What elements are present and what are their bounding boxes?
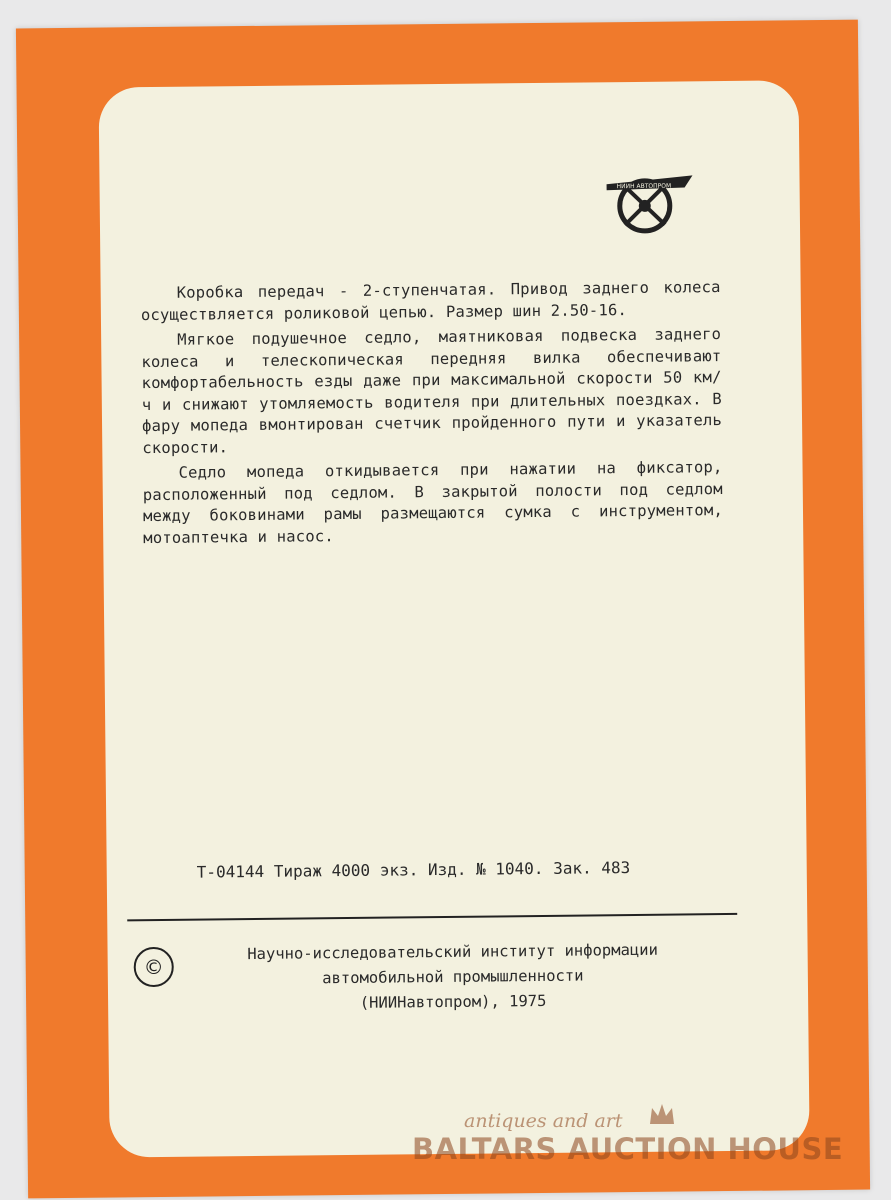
body-text	[141, 277, 724, 553]
publisher-line-2: автомобильной промышленности	[322, 966, 584, 988]
logo-text: НИИН АВТОПРОМ	[616, 182, 672, 191]
niinavtoprom-emblem-icon	[604, 169, 695, 235]
paragraph-gearbox: Коробка передач - 2-ступенчатая. Привод заднего колеса осуществляется роликовой цепью. Размер шин 2.50-16.	[140, 278, 721, 324]
print-run-imprint: Т-04144 Тираж 4000 экз. Изд. № 1040. Зак. 483	[196, 858, 631, 882]
publisher-line-1: Научно-исследовательский институт информации	[247, 940, 658, 964]
paragraph-suspension: Мягкое подушечное седло, маятниковая подвеска заднего колеса и телескопическая передняя вилка обеспечивают комфортабельность езды даже при максимальной скорости 50 км/ч и снижают утомляемость водителя при длительных поездках. В фару мопеда вмонтирован счетчик пройденного пути и указатель скорости.	[141, 325, 723, 457]
paragraph-seat: Седло мопеда откидывается при нажатии на фиксатор, расположенный под седлом. В закрытой полости под седлом между боковинами рамы размещаются сумка с инструментом, мотоаптечка и насос.	[142, 458, 724, 547]
leaflet-sheet	[16, 20, 870, 1199]
watermark-subtitle: antiques and art	[464, 1110, 623, 1132]
divider-rule	[127, 913, 737, 921]
crown-icon	[648, 1102, 676, 1126]
copyright-icon: ©	[134, 947, 174, 987]
auction-watermark	[412, 1102, 844, 1172]
publisher-block	[182, 937, 723, 1018]
publisher-line-3: (НИИНавтопром), 1975	[359, 991, 547, 1012]
watermark-title: BALTARS AUCTION HOUSE	[412, 1132, 844, 1166]
text-panel	[99, 80, 810, 1157]
